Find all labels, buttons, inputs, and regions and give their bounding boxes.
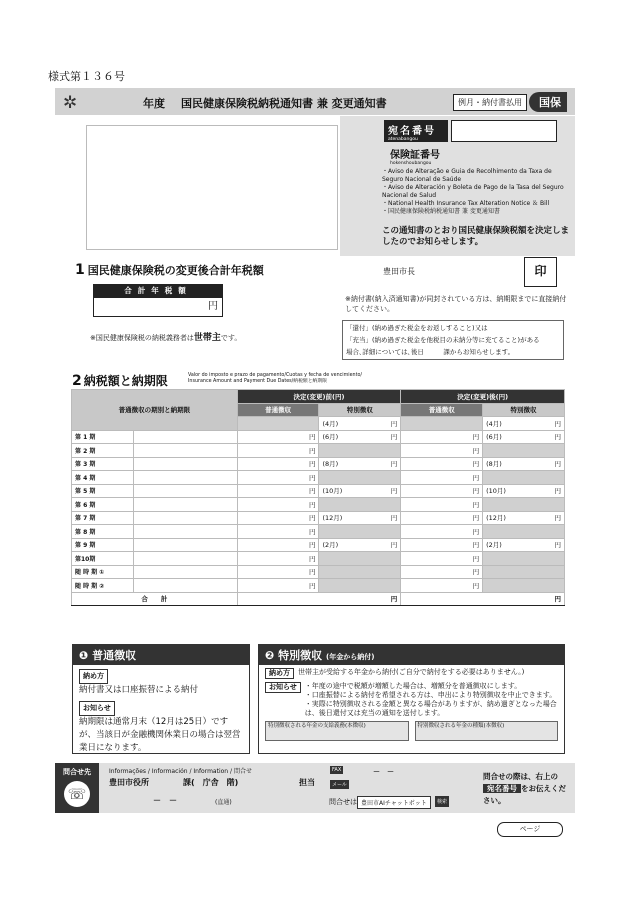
special-after-cell: (6月) 円 bbox=[483, 430, 565, 444]
period-label: 随 時 期 ② bbox=[72, 579, 134, 593]
department-label: 課( 庁舎 階) bbox=[183, 778, 239, 787]
table-row bbox=[72, 538, 565, 552]
notice-tag: お知らせ bbox=[265, 682, 301, 693]
phone-icon: ☏ bbox=[64, 781, 90, 807]
table-row bbox=[72, 457, 565, 471]
person-label: 担当 bbox=[299, 778, 315, 787]
table-row bbox=[72, 525, 565, 539]
regular-before-cell: 円 bbox=[237, 484, 319, 498]
official-seal: 印 bbox=[524, 257, 557, 287]
special-before-cell: (2月) 円 bbox=[319, 538, 401, 552]
pension-type-field: 特別徴収される年金の種類(本徴収) bbox=[415, 721, 559, 741]
table-row bbox=[72, 498, 565, 512]
fiscal-year-label: 年度 bbox=[143, 97, 165, 110]
due-date-cell bbox=[133, 552, 237, 566]
special-before-cell bbox=[319, 525, 401, 539]
address-window bbox=[86, 125, 338, 250]
period-label: 第 3 期 bbox=[72, 457, 134, 471]
special-after-cell bbox=[483, 552, 565, 566]
header-bar bbox=[55, 88, 575, 115]
regular-before-cell: 円 bbox=[237, 430, 319, 444]
special-before-cell bbox=[319, 444, 401, 458]
direct-line-label: (直通) bbox=[215, 799, 232, 806]
table-row bbox=[72, 430, 565, 444]
period-label: 第 4 期 bbox=[72, 471, 134, 485]
contact-panel bbox=[55, 763, 575, 813]
recipient-number-label: 宛名番号 atenabangou bbox=[384, 120, 448, 142]
mail-label: メール bbox=[332, 782, 347, 788]
multilingual-title-list bbox=[382, 168, 572, 216]
phone-number: － － bbox=[153, 796, 177, 805]
regular-after-cell: 円 bbox=[401, 484, 483, 498]
table-row bbox=[72, 484, 565, 498]
special-before-cell bbox=[319, 579, 401, 593]
refund-notice-box: 「還付」(納め過ぎた税金をお返しすること)又は 「充当」(納め過ぎた税金を他税目の未納分等に充てること)がある 場合､詳細については､後日 課からお知らせします。 bbox=[342, 320, 564, 360]
special-before-cell: (10月) 円 bbox=[319, 484, 401, 498]
regular-before-cell: 円 bbox=[237, 579, 319, 593]
due-date-cell bbox=[133, 484, 237, 498]
col-special-before: 特別徴収 bbox=[319, 403, 401, 417]
special-after-cell: (12月) 円 bbox=[483, 511, 565, 525]
special-after-cell: (2月) 円 bbox=[483, 538, 565, 552]
special-after-cell bbox=[483, 565, 565, 579]
period-label: 第 1 期 bbox=[72, 430, 134, 444]
annual-total-field: 円 bbox=[93, 297, 223, 317]
chatbot-search-button: 検索 bbox=[435, 796, 449, 807]
special-before-cell bbox=[319, 552, 401, 566]
city-emblem-icon: ✲ bbox=[63, 93, 78, 113]
table-row bbox=[72, 552, 565, 566]
regular-after-cell: 円 bbox=[401, 552, 483, 566]
regular-after-cell: 円 bbox=[401, 430, 483, 444]
special-before-cell bbox=[319, 565, 401, 579]
lang-note: ・Aviso de Alteração e Guia de Recolhimento da Taxa de Seguro Nacional de Saúde bbox=[382, 168, 552, 183]
due-date-cell bbox=[133, 579, 237, 593]
office-name: 豊田市役所 bbox=[109, 778, 149, 787]
period-label: 第 6 期 bbox=[72, 498, 134, 512]
special-after-cell: (8月) 円 bbox=[483, 457, 565, 471]
regular-before-cell: 円 bbox=[237, 538, 319, 552]
chatbot-search-field: 豊田市AIチャットボット bbox=[357, 796, 431, 809]
special-after-cell bbox=[483, 498, 565, 512]
payment-type-badge: 例月・納付書払用 bbox=[453, 94, 527, 111]
regular-before-cell: 円 bbox=[237, 552, 319, 566]
regular-before-cell: 円 bbox=[237, 511, 319, 525]
pension-payer-field: 特別徴収される年金の支給義務(本徴収) bbox=[265, 721, 409, 741]
due-date-cell bbox=[133, 565, 237, 579]
lang-note: ・National Health Insurance Tax Alteration Notice ＆ Bill bbox=[382, 200, 550, 207]
table-row bbox=[72, 471, 565, 485]
col-regular-before: 普通徴収 bbox=[237, 403, 319, 417]
col-after-header: 決定(変更)後(円) bbox=[401, 390, 565, 404]
special-before-cell bbox=[319, 471, 401, 485]
period-label: 第10期 bbox=[72, 552, 134, 566]
period-label: 随 時 期 ① bbox=[72, 565, 134, 579]
due-date-cell bbox=[133, 525, 237, 539]
special-after-cell bbox=[483, 444, 565, 458]
insurance-number-label: 保険証番号 hokenshoubangou bbox=[390, 150, 440, 166]
due-date-cell bbox=[133, 511, 237, 525]
table-row bbox=[72, 579, 565, 593]
table-total-row: 合 計 円 円 bbox=[72, 592, 565, 606]
kokuho-badge: 国保 bbox=[529, 92, 567, 112]
taxpayer-note: ※国民健康保険税の納税義務者は世帯主です。 bbox=[90, 333, 242, 343]
form-number: 様式第１３６号 bbox=[48, 70, 125, 83]
page-number-indicator: ページ bbox=[497, 822, 563, 837]
section1-heading: 1 国民健康保険税の変更後合計年税額 bbox=[75, 262, 264, 278]
annual-total-label: 合計年税額 bbox=[93, 284, 223, 297]
recipient-number-field bbox=[451, 120, 557, 142]
special-before-cell bbox=[319, 498, 401, 512]
special-collection-box: ❷ 特別徴収 (年金から納付) 納め方 世帯主が受給する年金から納付(ご自分で納付をする必要はありません。) お知らせ ・年度の途中で税額が増額した場合は、増額分を普通徴収にします。 ・口座振替による納付を希望される方は、申出により特別徴収を中止できます。 ・実際に特別徴収される金額と異なる場合がありますが、納め過ぎとなった場合は、後日還付又は充当の通知を送付します。 特別徴収される年金の支給義務(本徴収) 特別徴収される年金の種類(本徴収) bbox=[258, 644, 565, 754]
regular-after-cell: 円 bbox=[401, 579, 483, 593]
regular-before-cell: 円 bbox=[237, 565, 319, 579]
special-after-cell: (10月) 円 bbox=[483, 484, 565, 498]
period-label: 第 8 期 bbox=[72, 525, 134, 539]
lang-note: ・国民健康保険税納税通知書 兼 変更通知書 bbox=[382, 208, 500, 215]
regular-collection-box bbox=[72, 644, 250, 754]
special-before-cell: (12月) 円 bbox=[319, 511, 401, 525]
regular-before-cell: 円 bbox=[237, 471, 319, 485]
special-before-cell: (6月) 円 bbox=[319, 430, 401, 444]
document-title: 国民健康保険税納税通知書 兼 変更通知書 bbox=[181, 97, 387, 110]
lang-note: ・Aviso de Alteración y Boleta de Pago de la Tasa del Seguro Nacional de Salud bbox=[382, 184, 564, 199]
regular-before-cell: 円 bbox=[237, 525, 319, 539]
regular-before-cell: 円 bbox=[237, 498, 319, 512]
table-row bbox=[72, 444, 565, 458]
due-date-cell bbox=[133, 430, 237, 444]
special-before-cell: (8月) 円 bbox=[319, 457, 401, 471]
regular-after-cell: 円 bbox=[401, 525, 483, 539]
special-after-cell bbox=[483, 579, 565, 593]
regular-before-cell: 円 bbox=[237, 444, 319, 458]
due-date-cell bbox=[133, 538, 237, 552]
period-label: 第 7 期 bbox=[72, 511, 134, 525]
regular-after-cell: 円 bbox=[401, 471, 483, 485]
decision-notice: この通知書のとおり国民健康保険税額を決定しましたのでお知らせします。 bbox=[382, 226, 570, 247]
contact-note: 問合せの際は、右上の宛名番号 をお伝えください。 bbox=[483, 772, 566, 805]
contact-heading: 問合せ先 ☏ bbox=[55, 763, 99, 813]
section2-heading: 2 納税額と納期限 bbox=[72, 373, 168, 389]
period-label: 第 2 期 bbox=[72, 444, 134, 458]
due-date-cell bbox=[133, 498, 237, 512]
regular-after-cell: 円 bbox=[401, 498, 483, 512]
special-method-text: 世帯主が受給する年金から納付(ご自分で納付をする必要はありません。) bbox=[298, 668, 525, 676]
due-date-cell bbox=[133, 444, 237, 458]
due-date-cell bbox=[133, 457, 237, 471]
regular-collection-title: ❶ 普通徴収 bbox=[73, 645, 249, 665]
regular-after-cell: 円 bbox=[401, 511, 483, 525]
fax-number: － － bbox=[373, 768, 394, 776]
col-special-after: 特別徴収 bbox=[483, 403, 565, 417]
regular-after-cell: 円 bbox=[401, 444, 483, 458]
col-before-header: 決定(変更)前(円) bbox=[237, 390, 401, 404]
special-collection-title: ❷ 特別徴収 (年金から納付) bbox=[259, 645, 564, 665]
payment-method-tag: 納め方 bbox=[79, 669, 108, 684]
payment-method-tag: 納め方 bbox=[265, 668, 294, 679]
regular-method-text: 納付書又は口座振替による納付 bbox=[79, 685, 199, 695]
regular-after-cell: 円 bbox=[401, 457, 483, 471]
regular-before-cell: 円 bbox=[237, 457, 319, 471]
special-after-cell bbox=[483, 471, 565, 485]
regular-notice-text: 納期限は通常月末（12月は25日）ですが、当該日が金融機関休業日の場合は翌営業日になります。 bbox=[79, 717, 241, 753]
due-date-cell bbox=[133, 471, 237, 485]
section2-multilingual-subtitle: Valor do imposto e prazo de pagamento/Cuotas y fecha de vencimiento/ Insurance Amount and Payment Due Dates/納税額と納期限 bbox=[188, 373, 363, 384]
special-after-cell bbox=[483, 525, 565, 539]
chatbot-prefix: 問合せは bbox=[329, 798, 357, 806]
col-regular-after: 普通徴収 bbox=[401, 403, 483, 417]
notice-tag: お知らせ bbox=[79, 701, 115, 716]
col-period-header: 普通徴収の期別と納期限 bbox=[72, 390, 238, 431]
fax-label: FAX bbox=[332, 767, 342, 773]
regular-after-cell: 円 bbox=[401, 565, 483, 579]
regular-after-cell: 円 bbox=[401, 538, 483, 552]
contact-info-label: Informações / Información / Information / 問合せ bbox=[109, 768, 252, 775]
period-label: 第 5 期 bbox=[72, 484, 134, 498]
table-row bbox=[72, 511, 565, 525]
period-label: 第 9 期 bbox=[72, 538, 134, 552]
receipt-note: ※納付書(納入済通知書)が同封されている方は、納期限までに直接納付してください。 bbox=[345, 295, 567, 313]
payment-schedule-table: 普通徴収の期別と納期限 決定(変更)前(円) 決定(変更)後(円) 普通徴収 特別徴収 普通徴収 特別徴収 (4月) 円 (4月) 円 第 1 期 円 (6月) 円 円 (6月) 円 第 2 期 円 円 第 3 期 円 (8月) 円 円 (8月) 円 第 4 期 円 円 第 5 期 円 (10月) 円 円 (10月) 円 第 6 期 円 円 第 7 期 円 (12月) 円 円 (12月) 円 第 8 期 円 円 第 9 期 円 (2月) 円 円 (2月) 円 第10期 円 円 随 時 期 ① 円 円 随 時 期 ② 円 円 合 計 円 円 bbox=[71, 389, 565, 606]
mayor-label: 豊田市長 bbox=[383, 267, 415, 276]
table-row bbox=[72, 565, 565, 579]
